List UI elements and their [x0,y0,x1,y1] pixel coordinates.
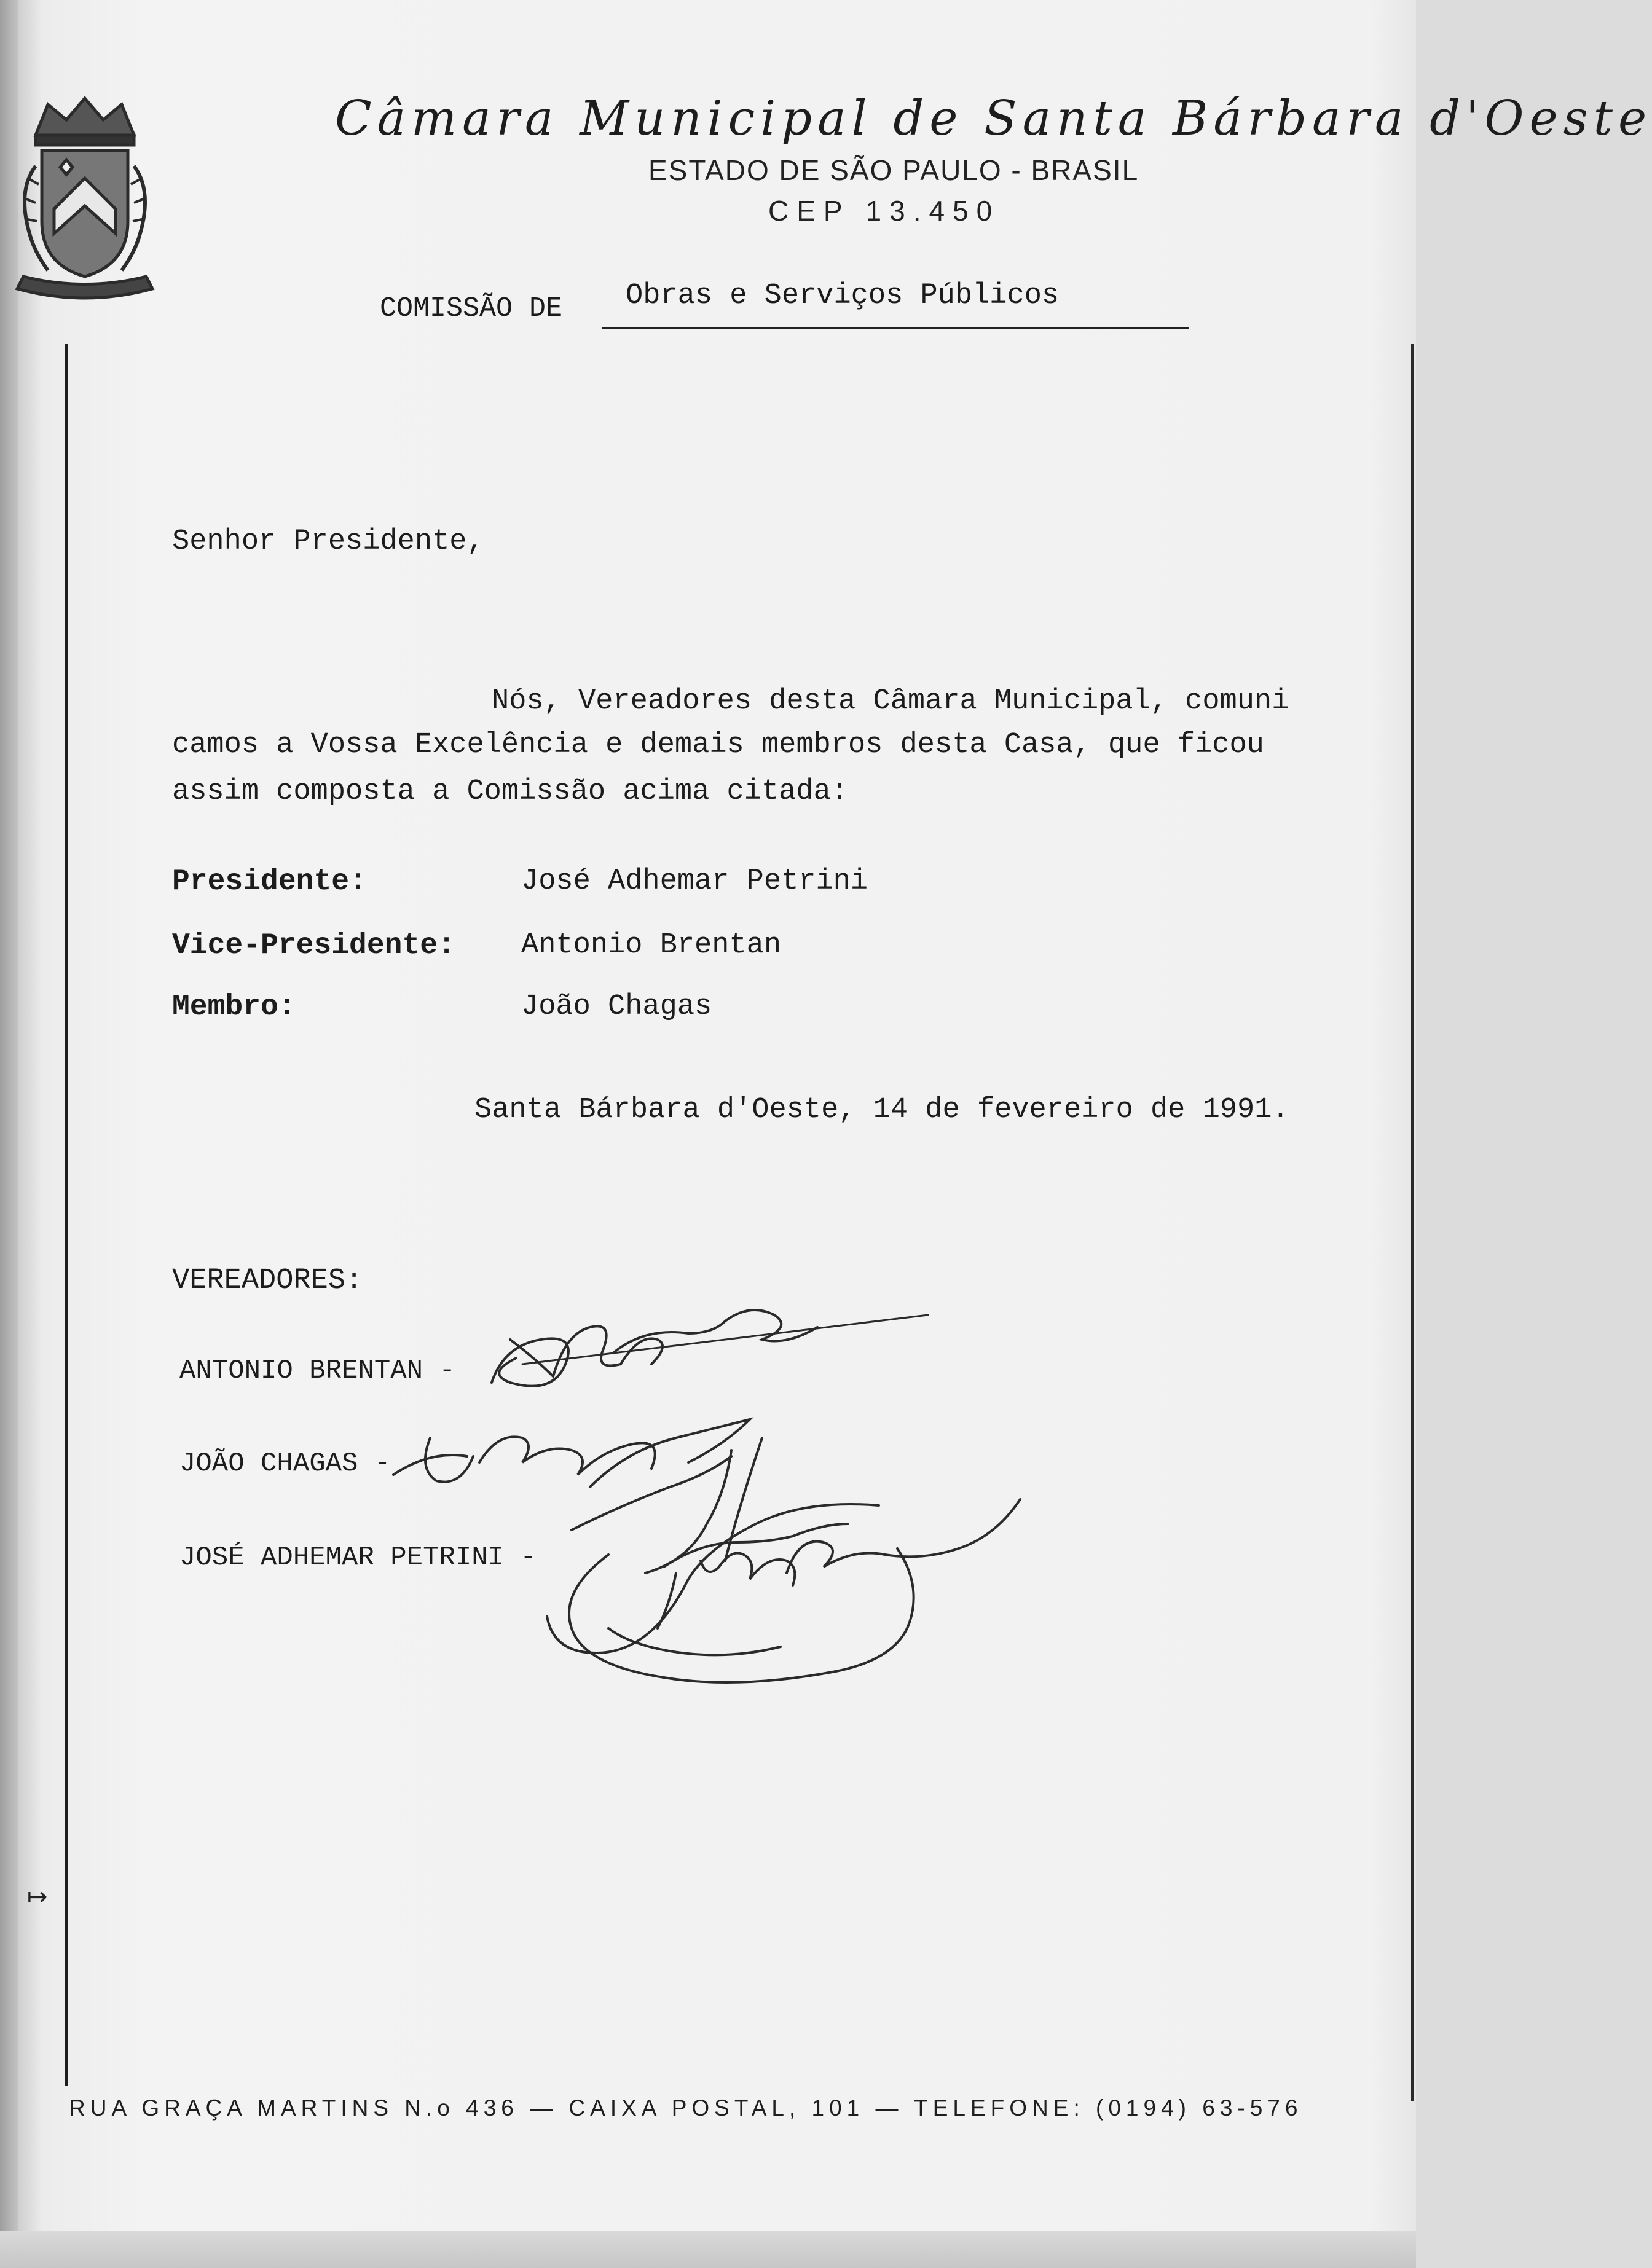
footer-address: RUA GRAÇA MARTINS N.o 436 — CAIXA POSTAL, 101 — TELEFONE: (0194) 63-576 [69,2095,1303,2121]
role-member-name: João Chagas [521,991,712,1023]
role-president-name: José Adhemar Petrini [521,865,868,898]
letter-date: Santa Bárbara d'Oeste, 14 de fevereiro de 1991. [474,1094,1289,1126]
salutation: Senhor Presidente, [172,525,484,558]
institution-title: Câmara Municipal de Santa Bárbara d'Oeste [335,91,1652,146]
page-edge-shadow [0,0,18,2268]
left-margin-rule [65,344,68,2086]
commission-name: Obras e Serviços Públicos [626,280,1060,312]
signatory-name-3: JOSÉ ADHEMAR PETRINI - [179,1542,537,1573]
commission-underline [602,327,1189,329]
coat-of-arms-icon [11,92,159,313]
state-line: ESTADO DE SÃO PAULO - BRASIL [648,154,1139,186]
signatory-name-2: JOÃO CHAGAS - [179,1448,391,1479]
postal-code: CEP 13.450 [768,195,1001,227]
councilors-label: VEREADORES: [172,1265,363,1297]
margin-arrow-icon: ↦ [27,1883,48,1911]
role-member-label: Membro: [172,991,296,1024]
role-vice-president-name: Antonio Brentan [521,929,782,962]
body-line-3: assim composta a Comissão acima citada: [172,775,848,808]
role-president-label: Presidente: [172,865,367,898]
body-line-2: camos a Vossa Excelência e demais membros desta Casa, que ficou [172,729,1264,761]
role-vice-president-label: Vice-Presidente: [172,929,455,962]
right-margin-rule [1411,344,1414,2101]
scan-bottom-band [0,2231,1416,2268]
document-page [18,0,1416,2268]
commission-label: COMISSÃO DE [380,293,563,324]
signatory-name-1: ANTONIO BRENTAN - [179,1356,455,1386]
body-line-1: Nós, Vereadores desta Câmara Municipal, comuni [492,685,1289,718]
